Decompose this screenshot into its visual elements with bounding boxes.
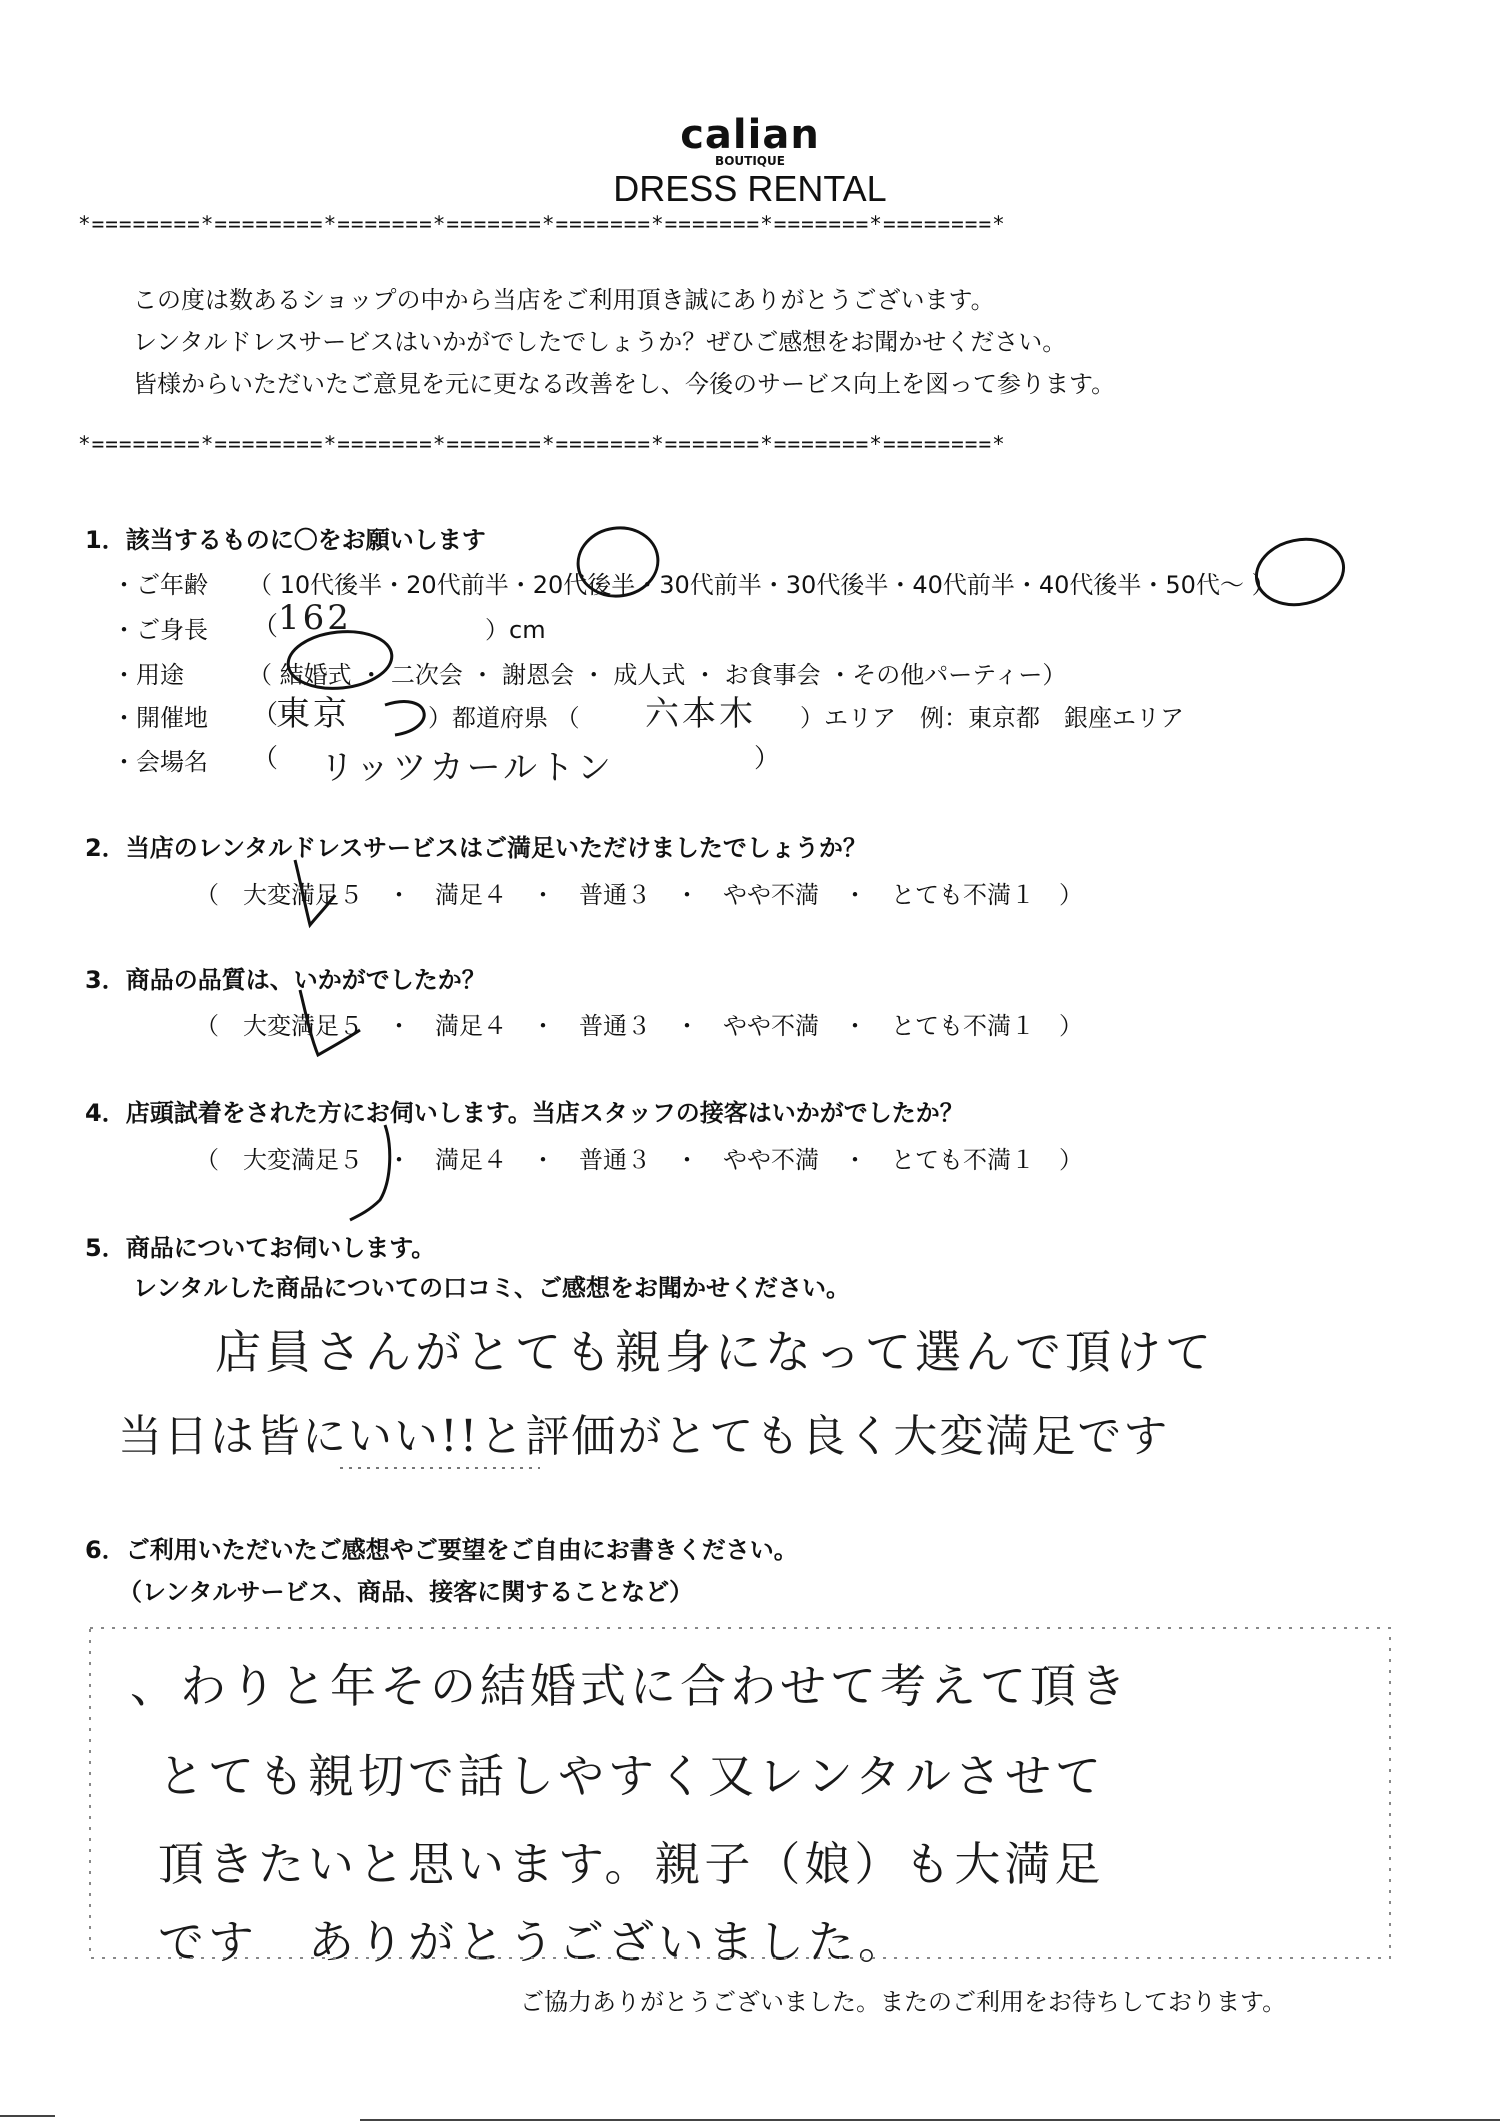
venue-name-close: ）	[754, 744, 781, 774]
venue-pref-suffix: ）都道府県 （	[428, 704, 580, 732]
q2-title: 2．当店のレンタルドレスサービスはご満足いただけましたでしょうか？	[85, 834, 867, 862]
q6-answer-line-3: 頂きたいと思います。親子（娘）も大満足	[158, 1837, 1105, 1891]
page-title: DRESS RENTAL	[613, 168, 887, 209]
intro-line-2: レンタルドレスサービスはいかがでしたでしょうか？ぜひご感想をお聞かせください。	[133, 328, 1067, 356]
check-mark-q3	[300, 990, 360, 1055]
height-open: （	[252, 612, 279, 642]
divider-rule-top: *========*========*=======*=======*=======*=======*=======*========*	[78, 212, 1006, 236]
circle-mark-age-50s	[1250, 532, 1349, 613]
venue-area-suffix: ）エリア 例：東京都 銀座エリア	[800, 704, 1184, 732]
q1-title: 1．該当するものに〇をお願いします	[85, 526, 486, 554]
check-mark-q2	[295, 860, 335, 925]
venue-area-value: 六本木	[645, 694, 756, 734]
venue-pref-value: 東京	[276, 694, 350, 734]
circle-mark-venue-tokyo	[385, 702, 424, 735]
dotted-answer-box-q6	[90, 1628, 1390, 1958]
check-mark-q4	[350, 1125, 390, 1220]
age-options: （ 10代後半・20代前半・20代後半・30代前半・30代後半・40代前半・40代後半・50代～ ）	[248, 571, 1276, 599]
brand-logo-sub: BOUTIQUE	[715, 154, 785, 168]
q5-title: 5．商品についてお伺いします。	[85, 1234, 436, 1262]
venue-area-open: （	[252, 700, 279, 730]
q3-title: 3．商品の品質は、いかがでしたか？	[85, 966, 486, 994]
height-label: ・ご身長	[112, 616, 208, 644]
intro-line-3: 皆様からいただいたご意見を元に更なる改善をし、今後のサービス向上を図って参ります。	[133, 370, 1116, 398]
divider-rule-bottom: *========*========*=======*=======*=======*=======*=======*========*	[78, 432, 1006, 456]
age-label: ・ご年齢	[112, 571, 208, 599]
venue-name-value: リッツカールトン	[320, 748, 614, 788]
q6-title: 6．ご利用いただいたご感想やご要望をご自由にお書きください。	[85, 1536, 798, 1564]
circle-mark-age-20s-late	[574, 523, 663, 601]
height-unit: ）cm	[485, 616, 546, 644]
venue-name-label: ・会場名	[112, 748, 208, 776]
brand-logo: calian	[680, 112, 820, 158]
q5-answer-line-1: 店員さんがとても親身になって選んで頂けて	[215, 1325, 1215, 1379]
q4-rating-scale: （ 大変満足５ ・ 満足４ ・ 普通３ ・ やや不満 ・ とても不満１ ）	[195, 1146, 1083, 1174]
closing-message: ご協力ありがとうございました。またのご利用をお待ちしております。	[520, 1988, 1287, 2016]
q4-title: 4．店頭試着をされた方にお伺いします。当店スタッフの接客はいかがでしたか？	[85, 1099, 964, 1127]
intro-line-1: この度は数あるショップの中から当店をご利用頂き誠にありがとうございます。	[133, 286, 995, 314]
circle-mark-purpose-wedding	[285, 627, 394, 694]
q2-rating-scale: （ 大変満足５ ・ 満足４ ・ 普通３ ・ やや不満 ・ とても不満１ ）	[195, 881, 1083, 909]
purpose-options: （ 結婚式 ・ 二次会 ・ 謝恩会 ・ 成人式 ・ お食事会 ・その他パーティー）	[248, 661, 1067, 689]
height-value: 162	[278, 598, 352, 638]
q6-answer-line-4: です ありがとうございました。	[158, 1915, 908, 1969]
q5-subtitle: レンタルした商品についての口コミ、ご感想をお聞かせください。	[133, 1274, 850, 1302]
venue-area-label: ・開催地	[112, 704, 208, 732]
q5-answer-line-2: 当日は皆にいい!!と評価がとても良く大変満足です	[118, 1411, 1170, 1462]
purpose-label: ・用途	[112, 661, 184, 689]
q6-answer-line-1: 、わりと年その結婚式に合わせて考えて頂き	[130, 1659, 1130, 1713]
q3-rating-scale: （ 大変満足５ ・ 満足４ ・ 普通３ ・ やや不満 ・ とても不満１ ）	[195, 1012, 1083, 1040]
q6-subtitle: （レンタルサービス、商品、接客に関することなど）	[118, 1578, 694, 1606]
venue-name-open: （	[252, 744, 279, 774]
q6-answer-line-2: とても親切で話しやすく又レンタルさせて	[158, 1749, 1106, 1803]
